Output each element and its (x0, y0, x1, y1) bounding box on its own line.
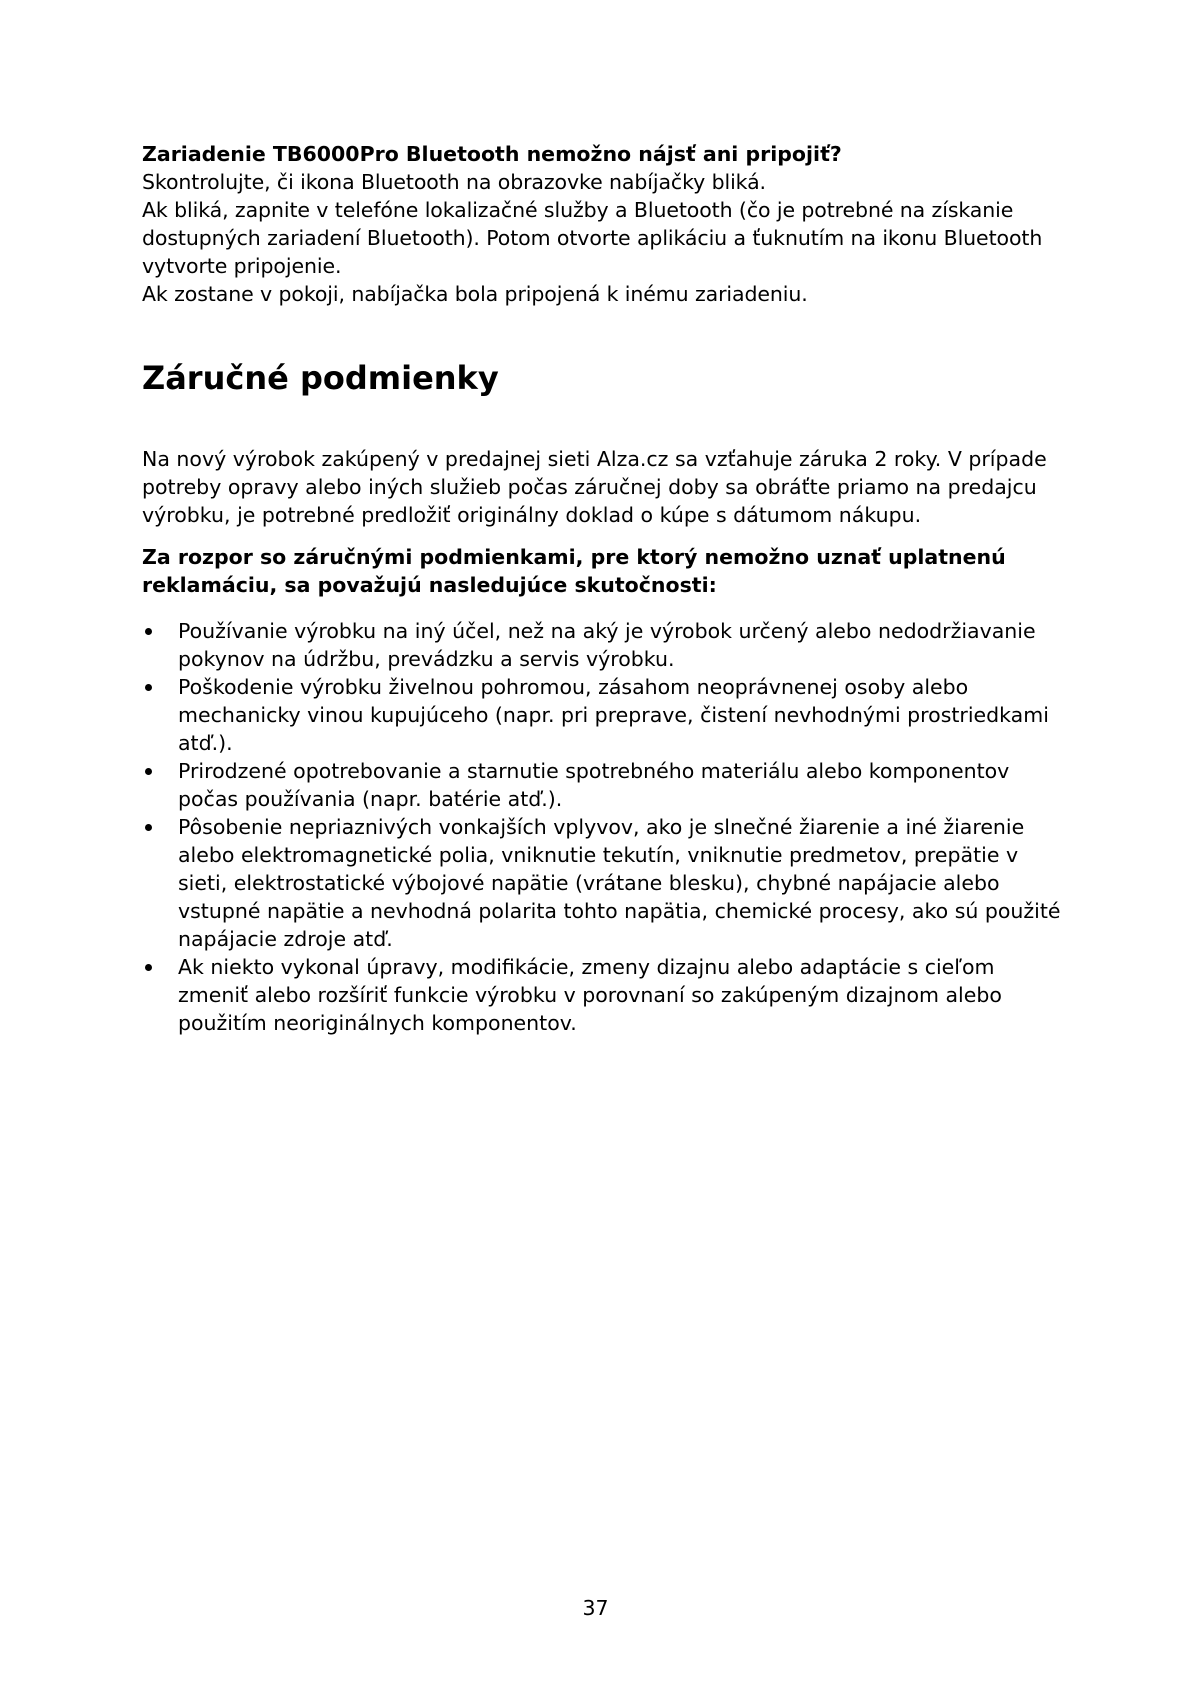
list-item-text: Používanie výrobku na iný účel, než na aký je výrobok určený alebo nedodržiavanie pokynov na údržbu, prevádzku a servis výrobku. (178, 619, 1036, 671)
faq-answer-line: dostupných zariadení Bluetooth). Potom otvorte aplikáciu a ťuknutím na ikonu Bluetooth (142, 226, 1043, 250)
bullet-icon (145, 684, 152, 691)
list-item (142, 673, 1062, 757)
faq-section (142, 140, 1062, 308)
list-item-text: Prirodzené opotrebovanie a starnutie spotrebného materiálu alebo komponentov počas používania (napr. batérie atď.). (178, 759, 1010, 811)
warranty-paragraph: Na nový výrobok zakúpený v predajnej sieti Alza.cz sa vzťahuje záruka 2 roky. V prípade potreby opravy alebo iných služieb počas záručnej doby sa obráťte priamo na predajcu výrobku, je potrebné predložiť originálny doklad o kúpe s dátumom nákupu. (142, 447, 1047, 527)
faq-question: Zariadenie TB6000Pro Bluetooth nemožno nájsť ani pripojiť? (142, 142, 842, 166)
document-page (142, 140, 1062, 1035)
list-item (142, 953, 1062, 1037)
exclusions-list (142, 617, 1062, 1037)
list-item (142, 813, 1062, 953)
list-item-text: Ak niekto vykonal úpravy, modifikácie, zmeny dizajnu alebo adaptácie s cieľom zmeniť alebo rozšíriť funkcie výrobku v porovnaní so zakúpeným dizajnom alebo použitím neoriginálnych komponentov. (178, 955, 1002, 1035)
list-item-text: Poškodenie výrobku živelnou pohromou, zásahom neoprávnenej osoby alebo mechanicky vinou kupujúceho (napr. pri preprave, čistení nevhodnými prostriedkami atď.). (178, 675, 1049, 755)
bullet-icon (145, 824, 152, 831)
page-number: 37 (582, 1596, 609, 1620)
faq-answer-line: Ak bliká, zapnite v telefóne lokalizačné služby a Bluetooth (čo je potrebné na získanie (142, 198, 1014, 222)
faq-answer-line: Ak zostane v pokoji, nabíjačka bola pripojená k inému zariadeniu. (142, 282, 808, 306)
section-heading: Záručné podmienky (142, 359, 499, 397)
list-item-text: Pôsobenie nepriaznivých vonkajších vplyvov, ako je slnečné žiarenie a iné žiarenie alebo elektromagnetické polia, vniknutie tekutín, vniknutie predmetov, prepätie v sieti, elektrostatické výbojové napätie (vrátane blesku), chybné napájacie alebo vstupné napätie a nevhodná polarita tohto napätia, chemické procesy, ako sú použité napájacie zdroje atď. (178, 815, 1061, 951)
list-item (142, 617, 1062, 673)
bullet-icon (145, 964, 152, 971)
exclusions-heading: Za rozpor so záručnými podmienkami, pre ktorý nemožno uznať uplatnenú reklamáciu, sa považujú nasledujúce skutočnosti: (142, 545, 1006, 597)
bullet-icon (145, 628, 152, 635)
list-item (142, 757, 1062, 813)
faq-answer-line: Skontrolujte, či ikona Bluetooth na obrazovke nabíjačky bliká. (142, 170, 766, 194)
bullet-icon (145, 768, 152, 775)
faq-answer-line: vytvorte pripojenie. (142, 254, 342, 278)
